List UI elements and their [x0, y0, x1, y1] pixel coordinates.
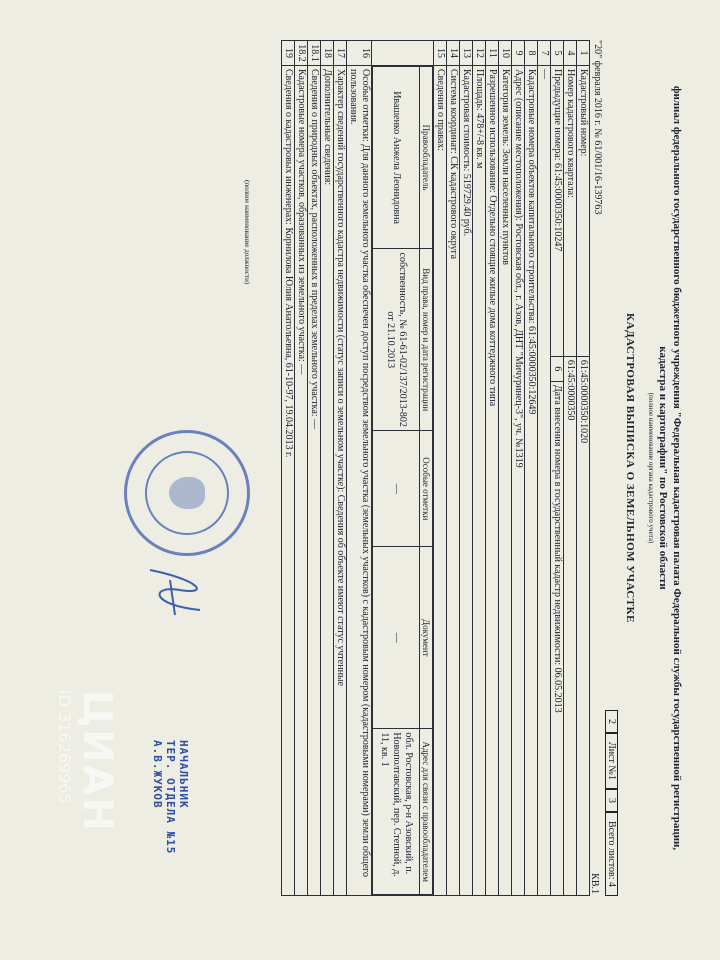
table-row: 17 Характер сведений государственного кадастра недвижимости (статус записи о земельном участке): Сведения об объекте имеют статус учтенные	[334, 41, 347, 896]
position-note: (полное наименование должности)	[243, 180, 251, 285]
rights-header-holder: Правообладатель	[420, 67, 433, 249]
table-row: 11 Разрешенное использование: Отдельно стоящие жилые дома коттеджного типа	[486, 41, 499, 896]
official-stamp-line1: НАЧАЛЬНИК	[177, 740, 190, 809]
org-name-line2: кадастра и картографии" по Ростовской области	[657, 346, 669, 590]
building-numbers: Кадастровые номера объектов капитального строительства: 61:45:0000350:12649	[525, 66, 538, 896]
emblem-icon	[169, 477, 205, 509]
table-row: 4 Номер кадастрового квартала: 61:45:0000350	[564, 41, 577, 896]
cadastral-engineers: Сведения о кадастровых инженерах: Корнилова Юлия Анатольевна, 61-10-97, 19.04.2013 г.	[282, 66, 295, 896]
table-row: 18 Дополнительные сведения:	[321, 41, 334, 896]
table-row: 7 —	[538, 41, 551, 896]
sheet-col-2: 2	[605, 710, 618, 733]
watermark-logo: ЦИАН	[74, 690, 120, 834]
rights-header-type: Вид права, номер и дата регистрации	[420, 249, 433, 431]
form-code: КВ.1	[589, 873, 600, 894]
main-table	[281, 40, 590, 896]
table-row: 5 Предыдущие номера: 61:45:0000350:10247 6 Дата внесения номера в государственный кадастр недвижимости: 06.05.2013	[551, 41, 564, 896]
watermark	[55, 690, 120, 833]
sheet-total: Всего листов: 4	[605, 812, 618, 896]
sheet-number: Лист №1	[605, 733, 618, 789]
coordinate-system: Система координат: СК кадастрового округа	[447, 66, 460, 896]
rights-subtable-row	[372, 41, 434, 896]
table-row: 13 Кадастровая стоимость: 519729.40 руб.	[460, 41, 473, 896]
table-row: 19 Сведения о кадастровых инженерах: Корнилова Юлия Анатольевна, 61-10-97, 19.04.2013 г.	[282, 41, 295, 896]
special-notes: Особые отметки: Для данного земельного участка обеспечен доступ посредством земельного участка (земельных участков) с кадастровым номером (кадастровыми номерами) земли общего пользования.	[347, 66, 372, 896]
rights-notes: —	[373, 431, 420, 547]
rights-address: обл. Ростовская, р-н Азовский, п. Новополтавский, пер. Степной, д. 11, кв. 1	[373, 729, 420, 895]
table-row: 10 Категория земель: Земли населенных пунктов	[499, 41, 512, 896]
official-stamp-line2: ТЕР. ОТДЕЛА №15	[164, 740, 177, 855]
table-row: 18.1 Сведения о природных объектах, расположенных в пределах земельного участка: —	[308, 41, 321, 896]
derived-parcels: Кадастровые номера участков, образованных из земельного участка: —	[295, 66, 308, 896]
quarter-number-label: Номер кадастрового квартала:	[564, 66, 577, 357]
sheet-info	[605, 40, 618, 896]
rights-holder: Ивашенко Анжела Леонидовна	[373, 67, 420, 249]
rights-document: —	[373, 547, 420, 729]
table-row: 12 Площадь: 478+/-8 кв. м	[473, 41, 486, 896]
table-row: 1 Кадастровый номер: 61:45:0000350:1020	[577, 41, 590, 896]
table-row: 8 Кадастровые номера объектов капитального строительства: 61:45:0000350:12649	[525, 41, 538, 896]
handwritten-signature	[140, 560, 220, 620]
table-row: 9 Адрес (описание местоположения): Ростовская обл., г. Азов, ДНТ "Мичуринец-3", уч. №1319	[512, 41, 525, 896]
rights-table	[372, 66, 433, 895]
table-row: 15 Сведения о правах:	[434, 41, 447, 896]
org-note: (полное наименование органа кадастрового учета)	[647, 392, 655, 544]
area: Площадь: 478+/-8 кв. м	[473, 66, 486, 896]
rights-info-label: Сведения о правах:	[434, 66, 447, 896]
record-status: Характер сведений государственного кадастра недвижимости (статус записи о земельном участке): Сведения об объекте имеют статус учтенные	[334, 66, 347, 896]
table-row: 16 Особые отметки: Для данного земельного участка обеспечен доступ посредством земельного участка (земельных участков) с кадастровым номером (кадастровыми номерами) земли общего пользования.	[347, 41, 372, 896]
quarter-number-value: 61:45:0000350	[564, 356, 577, 895]
table-row: 18.2 Кадастровые номера участков, образованных из земельного участка: —	[295, 41, 308, 896]
permitted-use: Разрешенное использование: Отдельно стоящие жилые дома коттеджного типа	[486, 66, 499, 896]
round-seal	[124, 430, 250, 556]
natural-objects: Сведения о природных объектах, расположенных в пределах земельного участка: —	[308, 66, 321, 896]
official-stamp	[151, 740, 190, 854]
document-title: КАДАСТРОВАЯ ВЫПИСКА О ЗЕМЕЛЬНОМ УЧАСТКЕ	[624, 313, 636, 623]
previous-numbers: Предыдущие номера: 61:45:0000350:10247	[551, 66, 564, 357]
cadastral-number-label: Кадастровый номер:	[577, 66, 590, 357]
org-name-line1: филиал федерального государственного бюджетного учреждения "Федеральная кадастровая палата Федеральной службы государственной регистрации,	[671, 85, 683, 851]
rights-header-address: Адрес для связи с правообладателем	[420, 729, 433, 895]
official-stamp-line3: А.В.ЖУКОВ	[151, 740, 164, 809]
cadastral-value: Кадастровая стоимость: 519729.40 руб.	[460, 66, 473, 896]
rights-header-row	[420, 67, 433, 895]
cadastral-number-value: 61:45:0000350:1020	[577, 356, 590, 895]
rights-header-document: Документ	[420, 547, 433, 729]
address: Адрес (описание местоположения): Ростовская обл., г. Азов, ДНТ "Мичуринец-3", уч. №1319	[512, 66, 525, 896]
land-category: Категория земель: Земли населенных пунктов	[499, 66, 512, 896]
rights-type: собственность, № 61-61-02/137/2013-802 от 21.10.2013	[373, 249, 420, 431]
rights-header-notes: Особые отметки	[420, 431, 433, 547]
additional-info: Дополнительные сведения:	[321, 66, 334, 896]
date-number-line: "20" февраля 2016 г. № 61/001/16-139763	[592, 40, 603, 215]
number-entry-date: Дата внесения номера в государственный кадастр недвижимости: 06.05.2013	[551, 381, 564, 895]
sheet-col-3: 3	[605, 789, 618, 812]
watermark-id: ID 316269965	[55, 690, 74, 804]
table-row: 14 Система координат: СК кадастрового округа	[447, 41, 460, 896]
rights-value-row	[373, 67, 420, 895]
